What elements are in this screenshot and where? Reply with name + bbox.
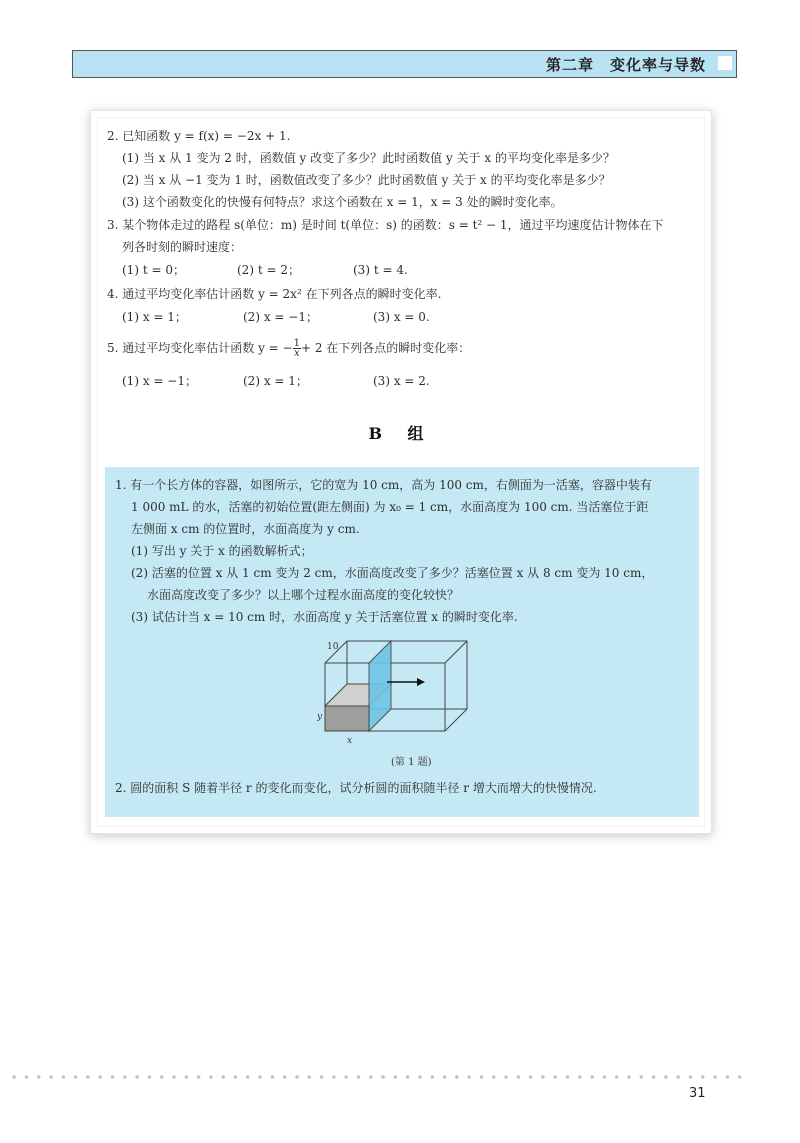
fraction-numerator: 1: [293, 338, 300, 349]
label-top: 10: [327, 642, 339, 652]
page-number: 31: [689, 1086, 706, 1101]
exercise-panel: [90, 110, 712, 834]
question-2-part-3: (3) 这个函数变化的快慢有何特点？求这个函数在 x = 1，x = 3 处的瞬时变化率。: [122, 195, 563, 209]
question-2-part-1: (1) 当 x 从 1 变为 2 时，函数值 y 改变了多少？此时函数值 y 关于 x 的平均变化率是多少？: [122, 151, 615, 165]
question-4-option-1: (1) x = 1；: [122, 310, 187, 324]
depth-edge: [445, 709, 467, 731]
b-question-1: 1. 有一个长方体的容器，如图所示，它的宽为 10 cm，高为 100 cm，右侧面为一活塞，容器中装有: [115, 478, 652, 492]
b-question-1-part-2-continuation: 水面高度改变了多少？以上哪个过程水面高度的变化较快？: [147, 588, 460, 602]
question-5-option-1: (1) x = −1；: [122, 374, 197, 388]
question-3-option-2: (2) t = 2；: [237, 263, 300, 277]
group-b-box: [105, 467, 699, 817]
question-5: [107, 339, 470, 358]
question-5-prefix: 5. 通过平均变化率估计函数 y = −: [107, 341, 293, 355]
container-figure: [317, 635, 507, 747]
question-3: 3. 某个物体走过的路程 s(单位：m) 是时间 t(单位：s) 的函数：s = t² − 1，通过平均速度估计物体在下: [107, 218, 664, 232]
question-3-option-3: (3) t = 4.: [353, 263, 408, 277]
depth-edge: [445, 641, 467, 663]
question-4-option-3: (3) x = 0.: [373, 310, 430, 324]
question-5-option-2: (2) x = 1；: [243, 374, 308, 388]
b-question-2: 2. 圆的面积 S 随着半径 r 的变化而变化，试分析圆的面积随半径 r 增大而增大的快慢情况.: [115, 781, 597, 795]
header-square-icon: [718, 56, 732, 70]
fraction-denominator: x: [293, 348, 300, 359]
chapter-header-bar: [72, 50, 737, 78]
question-2: 2. 已知函数 y = f(x) = −2x + 1.: [107, 129, 291, 143]
b-question-1-line-3: 左侧面 x cm 的位置时，水面高度为 y cm.: [131, 522, 360, 536]
group-b-heading: B 组: [368, 424, 434, 443]
question-5-option-3: (3) x = 2.: [373, 374, 430, 388]
b-question-1-part-1: (1) 写出 y 关于 x 的函数解析式；: [131, 544, 313, 558]
question-3-continuation: 列各时刻的瞬时速度：: [122, 240, 243, 254]
b-question-1-part-2: (2) 活塞的位置 x 从 1 cm 变为 2 cm，水面高度改变了多少？活塞位置 x 从 8 cm 变为 10 cm，: [131, 566, 654, 580]
figure-caption: (第 1 题): [391, 757, 432, 768]
question-3-option-1: (1) t = 0；: [122, 263, 185, 277]
question-5-suffix: + 2 在下列各点的瞬时变化率：: [300, 341, 471, 355]
footer-dotted-line: [8, 1074, 748, 1080]
question-4: 4. 通过平均变化率估计函数 y = 2x² 在下列各点的瞬时变化率.: [107, 287, 442, 301]
b-question-1-part-3: (3) 试估计当 x = 10 cm 时，水面高度 y 关于活塞位置 x 的瞬时变化率.: [131, 610, 518, 624]
label-x: x: [347, 736, 353, 746]
b-question-1-line-2: 1 000 mL 的水，活塞的初始位置(距左侧面) 为 x₀ = 1 cm，水面高度为 100 cm. 当活塞位于距: [131, 500, 649, 514]
label-y: y: [317, 712, 323, 722]
arrow-head-icon: [417, 678, 425, 686]
fraction: [293, 339, 301, 358]
question-4-option-2: (2) x = −1；: [243, 310, 318, 324]
question-2-part-2: (2) 当 x 从 −1 变为 1 时，函数值改变了多少？此时函数值 y 关于 x 的平均变化率是多少？: [122, 173, 611, 187]
water-front-face: [325, 706, 369, 731]
chapter-title: 第二章 变化率与导数: [545, 56, 706, 74]
piston-plane: [369, 641, 391, 731]
